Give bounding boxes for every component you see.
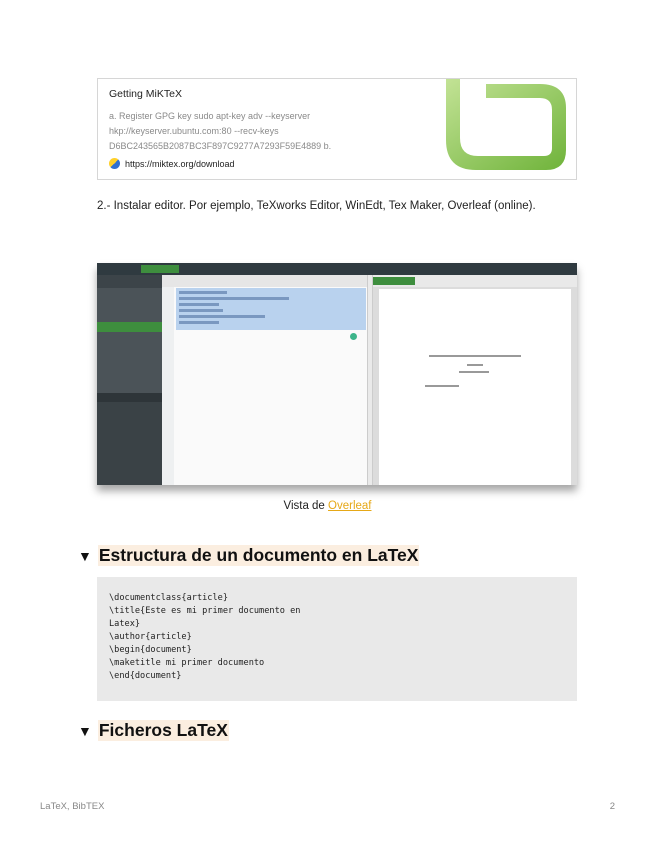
overleaf-screenshot [97, 263, 577, 485]
section-heading-text: Ficheros LaTeX [98, 720, 228, 740]
footer-left: LaTeX, BibTEX [40, 801, 105, 812]
overleaf-link[interactable]: Overleaf [328, 500, 372, 512]
code-block [97, 577, 577, 701]
code-line: \begin{document} [109, 645, 192, 655]
section-heading-structure[interactable] [78, 545, 419, 566]
linux-mint-logo [416, 78, 577, 180]
overleaf-pdf-preview [373, 275, 577, 485]
page-number: 2 [609, 801, 615, 812]
code-line: Latex} [109, 619, 141, 629]
bookmark-url[interactable]: https://miktex.org/download [125, 158, 235, 169]
overleaf-file-tree [97, 275, 162, 485]
section-heading-text: Estructura de un documento en LaTeX [98, 545, 419, 565]
bookmark-description: a. Register GPG key sudo apt-key adv --keyserver hkp://keyserver.ubuntu.com:80 --recv-keys D6BC243565B2087BC3F897C9277A7293F59E4889 b. [109, 111, 332, 151]
figure-caption [0, 500, 655, 512]
code-line: \documentclass{article} [109, 593, 228, 603]
overleaf-toolbar [97, 263, 577, 275]
code-line: \end{document} [109, 671, 182, 681]
install-editor-paragraph: 2.- Instalar editor. Por ejemplo, TeXworks Editor, WinEdt, Tex Maker, Overleaf (online). [97, 200, 536, 212]
bookmark-link[interactable] [109, 158, 369, 169]
bookmark-text [109, 88, 369, 169]
bookmark-card[interactable] [97, 78, 577, 180]
overleaf-green-tag [141, 265, 179, 273]
globe-icon [109, 158, 120, 169]
section-heading-files[interactable] [78, 720, 229, 741]
collapse-triangle-icon[interactable]: ▼ [78, 547, 92, 564]
code-line: \maketitle mi primer documento [109, 658, 265, 668]
caption-prefix: Vista de [283, 500, 329, 512]
collapse-triangle-icon[interactable]: ▼ [78, 722, 92, 739]
code-line: \title{Este es mi primer documento en [109, 606, 301, 616]
code-line: \author{article} [109, 632, 192, 642]
overleaf-outline-panel [97, 393, 162, 485]
bookmark-title: Getting MiKTeX [109, 88, 182, 100]
overleaf-editor [162, 275, 367, 485]
